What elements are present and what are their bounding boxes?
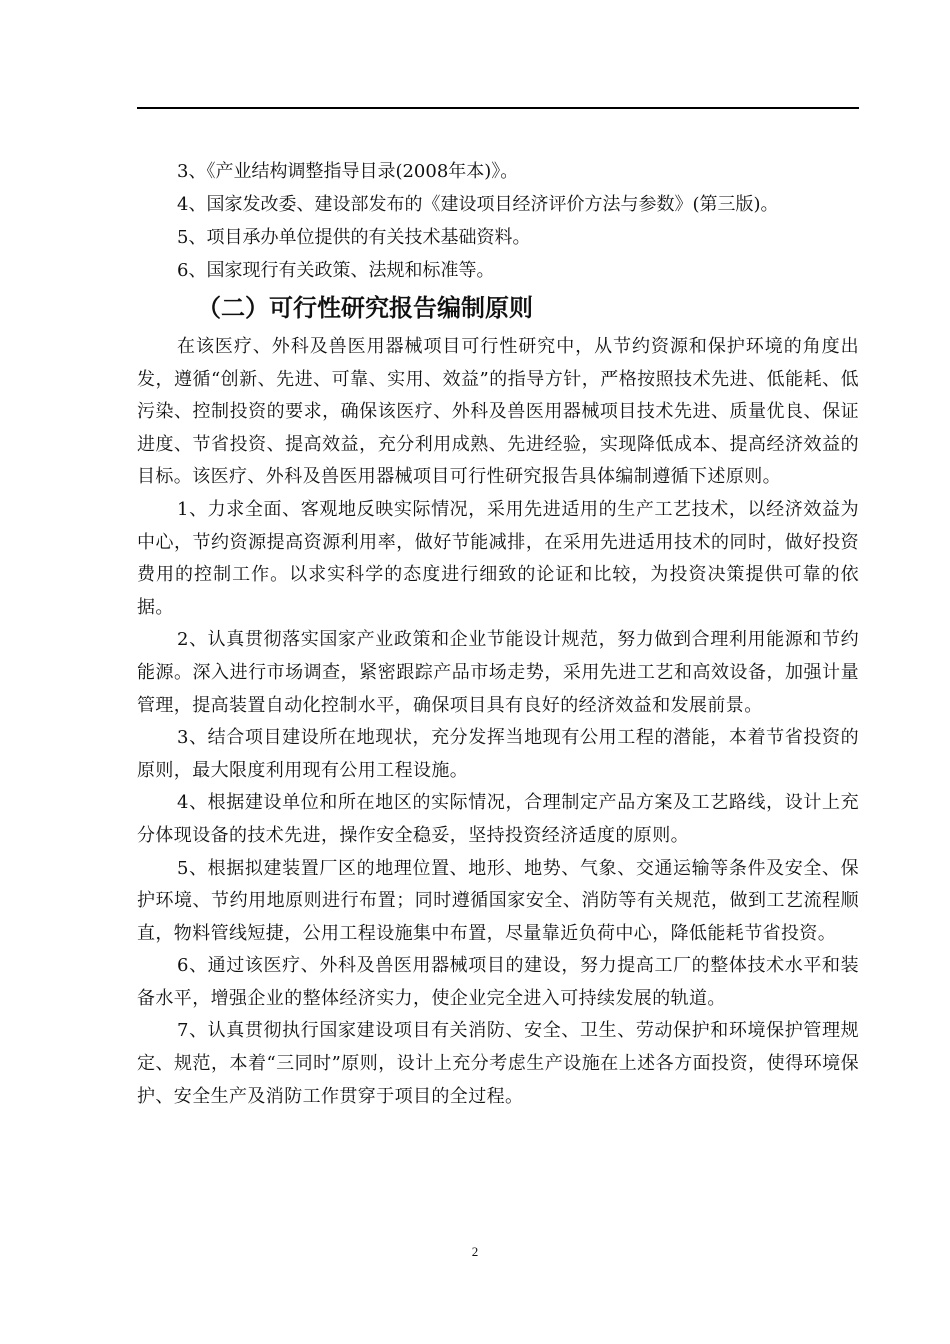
intro-paragraph: 在该医疗、外科及兽医用器械项目可行性研究中，从节约资源和保护环境的角度出发，遵循“创新、先进、可靠、实用、效益”的指导方针，严格按照技术先进、低能耗、低污染、控制投资的要求，确保该医疗、外科及兽医用器械项目技术先进、质量优良、保证进度、节省投资、提高效益，充分利用成熟、先进经验，实现降低成本、提高经济效益的目标。该医疗、外科及兽医用器械项目可行性研究报告具体编制遵循下述原则。 [137, 336, 859, 488]
reference-item: 3、《产业结构调整指导目录(2008年本)》。 [177, 161, 519, 182]
principle-paragraph: 5、根据拟建装置厂区的地理位置、地形、地势、气象、交通运输等条件及安全、保护环境、节约用地原则进行布置；同时遵循国家安全、消防等有关规范，做到工艺流程顺直，物料管线短捷，公用工程设施集中布置，尽量靠近负荷中心，降低能耗节省投资。 [137, 857, 859, 944]
page-number: 2 [471, 1244, 479, 1259]
reference-item: 6、国家现行有关政策、法规和标准等。 [177, 260, 495, 281]
header-rule [137, 107, 859, 109]
document-body [137, 155, 859, 1113]
reference-item: 5、项目承办单位提供的有关技术基础资料。 [177, 227, 531, 248]
principle-paragraph: 7、认真贯彻执行国家建设项目有关消防、安全、卫生、劳动保护和环境保护管理规定、规范，本着“三同时”原则，设计上充分考虑生产设施在上述各方面投资，使得环境保护、安全生产及消防工作贯穿于项目的全过程。 [137, 1020, 859, 1107]
principle-paragraph: 4、根据建设单位和所在地区的实际情况，合理制定产品方案及工艺路线，设计上充分体现设备的技术先进，操作安全稳妥，坚持投资经济适度的原则。 [137, 792, 859, 846]
reference-item: 4、国家发改委、建设部发布的《建设项目经济评价方法与参数》(第三版)。 [177, 194, 779, 215]
principle-paragraph: 2、认真贯彻落实国家产业政策和企业节能设计规范，努力做到合理利用能源和节约能源。深入进行市场调查，紧密跟踪产品市场走势，采用先进工艺和高效设备，加强计量管理，提高装置自动化控制水平，确保项目具有良好的经济效益和发展前景。 [137, 629, 859, 716]
principle-paragraph: 1、力求全面、客观地反映实际情况，采用先进适用的生产工艺技术，以经济效益为中心，节约资源提高资源利用率，做好节能减排，在采用先进适用技术的同时，做好投资费用的控制工作。以求实科学的态度进行细致的论证和比较，为投资决策提供可靠的依据。 [137, 498, 859, 618]
principle-paragraph: 3、结合项目建设所在地现状，充分发挥当地现有公用工程的潜能，本着节省投资的原则，最大限度利用现有公用工程设施。 [137, 727, 859, 781]
principle-paragraph: 6、通过该医疗、外科及兽医用器械项目的建设，努力提高工厂的整体技术水平和装备水平，增强企业的整体经济实力，使企业完全进入可持续发展的轨道。 [137, 955, 859, 1009]
section-heading: （二）可行性研究报告编制原则 [197, 294, 533, 322]
